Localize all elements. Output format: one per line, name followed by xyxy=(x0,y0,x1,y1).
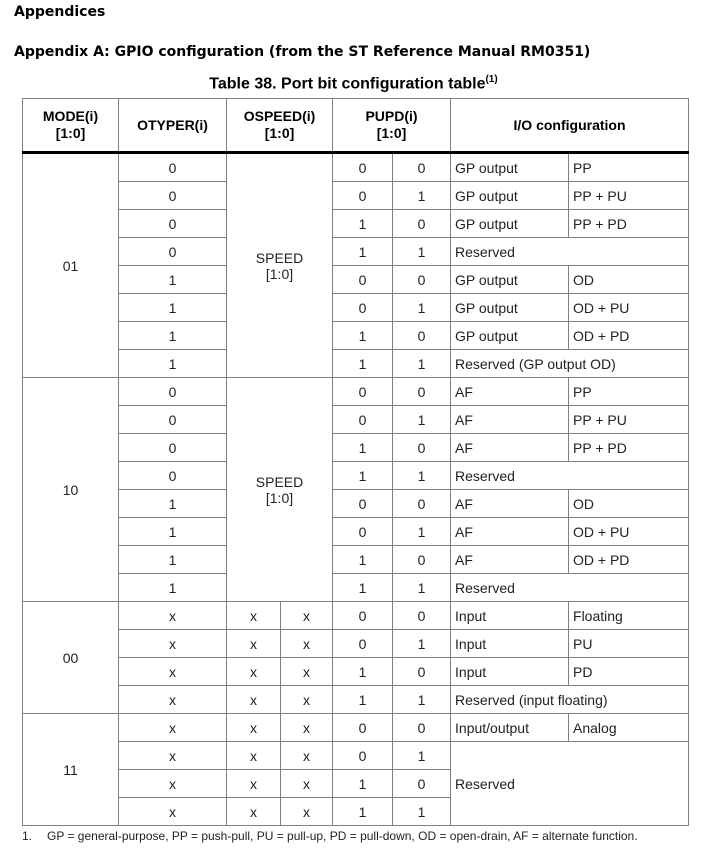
io-cell: GP output xyxy=(451,182,569,210)
header-ospeed: OSPEED(i) [1:0] xyxy=(227,99,333,153)
io-cell: GP output xyxy=(451,266,569,294)
otyper-cell: 0 xyxy=(119,378,227,406)
mode-cell: 10 xyxy=(23,378,119,602)
pupd0-cell: 0 xyxy=(393,490,451,518)
ospeed0-cell: x xyxy=(281,742,333,770)
io-cell: AF xyxy=(451,546,569,574)
pupd0-cell: 1 xyxy=(393,238,451,266)
appendix-title: Appendix A: GPIO configuration (from the ST Reference Manual RM0351) xyxy=(14,44,591,60)
io-reserved-cell: Reserved xyxy=(451,742,689,826)
io-cell: Reserved xyxy=(451,238,689,266)
io-mode-cell: PU xyxy=(569,630,689,658)
ospeed0-cell: x xyxy=(281,658,333,686)
pupd0-cell: 1 xyxy=(393,350,451,378)
table-row xyxy=(23,658,689,686)
table-row xyxy=(23,546,689,574)
io-cell: Reserved (input floating) xyxy=(451,686,689,714)
io-mode-cell: PP + PU xyxy=(569,406,689,434)
otyper-cell: x xyxy=(119,686,227,714)
table-row xyxy=(23,490,689,518)
ospeed0-cell: x xyxy=(281,798,333,826)
table-caption xyxy=(0,74,707,93)
pupd1-cell: 0 xyxy=(333,714,393,742)
ospeed-cell: SPEED [1:0] xyxy=(227,378,333,602)
ospeed1-cell: x xyxy=(227,714,281,742)
io-cell: Reserved (GP output OD) xyxy=(451,350,689,378)
pupd0-cell: 1 xyxy=(393,406,451,434)
header-io-configuration: I/O configuration xyxy=(451,99,689,153)
otyper-cell: x xyxy=(119,714,227,742)
pupd1-cell: 1 xyxy=(333,210,393,238)
io-cell: GP output xyxy=(451,210,569,238)
ospeed1-cell: x xyxy=(227,742,281,770)
io-cell: Input xyxy=(451,602,569,630)
pupd0-cell: 1 xyxy=(393,630,451,658)
io-cell: Input xyxy=(451,630,569,658)
table-row xyxy=(23,462,689,490)
pupd1-cell: 1 xyxy=(333,574,393,602)
ospeed0-cell: x xyxy=(281,714,333,742)
io-cell: Input xyxy=(451,658,569,686)
table-row xyxy=(23,434,689,462)
io-mode-cell: PP xyxy=(569,153,689,182)
table-row xyxy=(23,686,689,714)
io-mode-cell: PP + PU xyxy=(569,182,689,210)
table-footnote xyxy=(22,830,662,842)
ospeed1-cell: x xyxy=(227,686,281,714)
pupd1-cell: 0 xyxy=(333,294,393,322)
io-mode-cell: OD + PU xyxy=(569,518,689,546)
otyper-cell: x xyxy=(119,770,227,798)
table-title-footnote-ref: (1) xyxy=(485,74,498,85)
io-cell: GP output xyxy=(451,153,569,182)
header-row xyxy=(23,99,689,153)
header-otyper: OTYPER(i) xyxy=(119,99,227,153)
pupd0-cell: 0 xyxy=(393,210,451,238)
otyper-cell: x xyxy=(119,630,227,658)
pupd0-cell: 1 xyxy=(393,574,451,602)
io-mode-cell: Analog xyxy=(569,714,689,742)
pupd1-cell: 1 xyxy=(333,658,393,686)
pupd1-cell: 1 xyxy=(333,546,393,574)
pupd1-cell: 1 xyxy=(333,434,393,462)
ospeed0-cell: x xyxy=(281,630,333,658)
table-row xyxy=(23,153,689,182)
mode-cell: 01 xyxy=(23,153,119,378)
io-cell: Reserved xyxy=(451,462,689,490)
pupd0-cell: 1 xyxy=(393,798,451,826)
pupd0-cell: 1 xyxy=(393,462,451,490)
pupd1-cell: 1 xyxy=(333,322,393,350)
mode-cell: 11 xyxy=(23,714,119,826)
footnote-number: 1. xyxy=(22,829,33,843)
table-row xyxy=(23,602,689,630)
pupd0-cell: 0 xyxy=(393,770,451,798)
otyper-cell: 1 xyxy=(119,490,227,518)
pupd1-cell: 0 xyxy=(333,742,393,770)
pupd0-cell: 0 xyxy=(393,434,451,462)
ospeed1-cell: x xyxy=(227,602,281,630)
otyper-cell: 1 xyxy=(119,294,227,322)
ospeed1-cell: x xyxy=(227,798,281,826)
pupd0-cell: 0 xyxy=(393,602,451,630)
mode-cell: 00 xyxy=(23,602,119,714)
pupd1-cell: 0 xyxy=(333,153,393,182)
pupd1-cell: 1 xyxy=(333,462,393,490)
pupd1-cell: 0 xyxy=(333,518,393,546)
pupd1-cell: 0 xyxy=(333,266,393,294)
ospeed1-cell: x xyxy=(227,770,281,798)
pupd1-cell: 0 xyxy=(333,378,393,406)
table-row xyxy=(23,238,689,266)
io-mode-cell: OD xyxy=(569,266,689,294)
io-cell: AF xyxy=(451,378,569,406)
otyper-cell: x xyxy=(119,658,227,686)
io-cell: AF xyxy=(451,490,569,518)
otyper-cell: 0 xyxy=(119,153,227,182)
io-cell: GP output xyxy=(451,294,569,322)
table-row xyxy=(23,350,689,378)
io-cell: Input/output xyxy=(451,714,569,742)
otyper-cell: 0 xyxy=(119,462,227,490)
pupd0-cell: 1 xyxy=(393,294,451,322)
table-row xyxy=(23,518,689,546)
pupd0-cell: 1 xyxy=(393,742,451,770)
pupd1-cell: 1 xyxy=(333,770,393,798)
otyper-cell: 0 xyxy=(119,238,227,266)
otyper-cell: 0 xyxy=(119,406,227,434)
table-row xyxy=(23,378,689,406)
pupd0-cell: 1 xyxy=(393,182,451,210)
pupd1-cell: 0 xyxy=(333,602,393,630)
otyper-cell: 1 xyxy=(119,574,227,602)
port-bit-configuration-table xyxy=(22,98,689,826)
table-title: Table 38. Port bit configuration table xyxy=(209,75,486,93)
footnote-text: GP = general-purpose, PP = push-pull, PU = pull-up, PD = pull-down, OD = open-drain, AF = alternate function. xyxy=(47,829,638,843)
otyper-cell: x xyxy=(119,798,227,826)
otyper-cell: 1 xyxy=(119,266,227,294)
table-row xyxy=(23,630,689,658)
pupd0-cell: 0 xyxy=(393,378,451,406)
io-mode-cell: OD + PD xyxy=(569,546,689,574)
otyper-cell: x xyxy=(119,742,227,770)
io-cell: AF xyxy=(451,518,569,546)
pupd0-cell: 0 xyxy=(393,266,451,294)
ospeed1-cell: x xyxy=(227,630,281,658)
page-heading: Appendices xyxy=(14,4,106,20)
io-mode-cell: Floating xyxy=(569,602,689,630)
io-mode-cell: PD xyxy=(569,658,689,686)
pupd1-cell: 0 xyxy=(333,182,393,210)
io-mode-cell: PP xyxy=(569,378,689,406)
pupd1-cell: 0 xyxy=(333,490,393,518)
table-row xyxy=(23,182,689,210)
pupd0-cell: 1 xyxy=(393,686,451,714)
io-cell: GP output xyxy=(451,322,569,350)
table-row xyxy=(23,266,689,294)
pupd1-cell: 1 xyxy=(333,350,393,378)
table-row xyxy=(23,742,689,770)
otyper-cell: 1 xyxy=(119,350,227,378)
ospeed-cell: SPEED [1:0] xyxy=(227,153,333,378)
pupd1-cell: 1 xyxy=(333,686,393,714)
pupd0-cell: 0 xyxy=(393,322,451,350)
io-mode-cell: OD + PU xyxy=(569,294,689,322)
table-row xyxy=(23,406,689,434)
io-cell: Reserved xyxy=(451,574,689,602)
pupd0-cell: 0 xyxy=(393,714,451,742)
pupd0-cell: 0 xyxy=(393,546,451,574)
ospeed0-cell: x xyxy=(281,686,333,714)
io-cell: AF xyxy=(451,434,569,462)
ospeed0-cell: x xyxy=(281,770,333,798)
otyper-cell: 0 xyxy=(119,182,227,210)
pupd1-cell: 1 xyxy=(333,238,393,266)
otyper-cell: 0 xyxy=(119,210,227,238)
table-row xyxy=(23,210,689,238)
pupd1-cell: 1 xyxy=(333,798,393,826)
header-mode: MODE(i) [1:0] xyxy=(23,99,119,153)
ospeed0-cell: x xyxy=(281,602,333,630)
otyper-cell: 1 xyxy=(119,518,227,546)
pupd1-cell: 0 xyxy=(333,630,393,658)
io-cell: AF xyxy=(451,406,569,434)
io-mode-cell: PP + PD xyxy=(569,434,689,462)
pupd0-cell: 1 xyxy=(393,518,451,546)
pupd1-cell: 0 xyxy=(333,406,393,434)
header-pupd: PUPD(i) [1:0] xyxy=(333,99,451,153)
otyper-cell: 0 xyxy=(119,434,227,462)
table-row xyxy=(23,714,689,742)
otyper-cell: 1 xyxy=(119,322,227,350)
pupd0-cell: 0 xyxy=(393,658,451,686)
table-row xyxy=(23,322,689,350)
otyper-cell: 1 xyxy=(119,546,227,574)
table-row xyxy=(23,574,689,602)
io-mode-cell: PP + PD xyxy=(569,210,689,238)
otyper-cell: x xyxy=(119,602,227,630)
io-mode-cell: OD + PD xyxy=(569,322,689,350)
ospeed1-cell: x xyxy=(227,658,281,686)
io-mode-cell: OD xyxy=(569,490,689,518)
pupd0-cell: 0 xyxy=(393,153,451,182)
table-row xyxy=(23,294,689,322)
